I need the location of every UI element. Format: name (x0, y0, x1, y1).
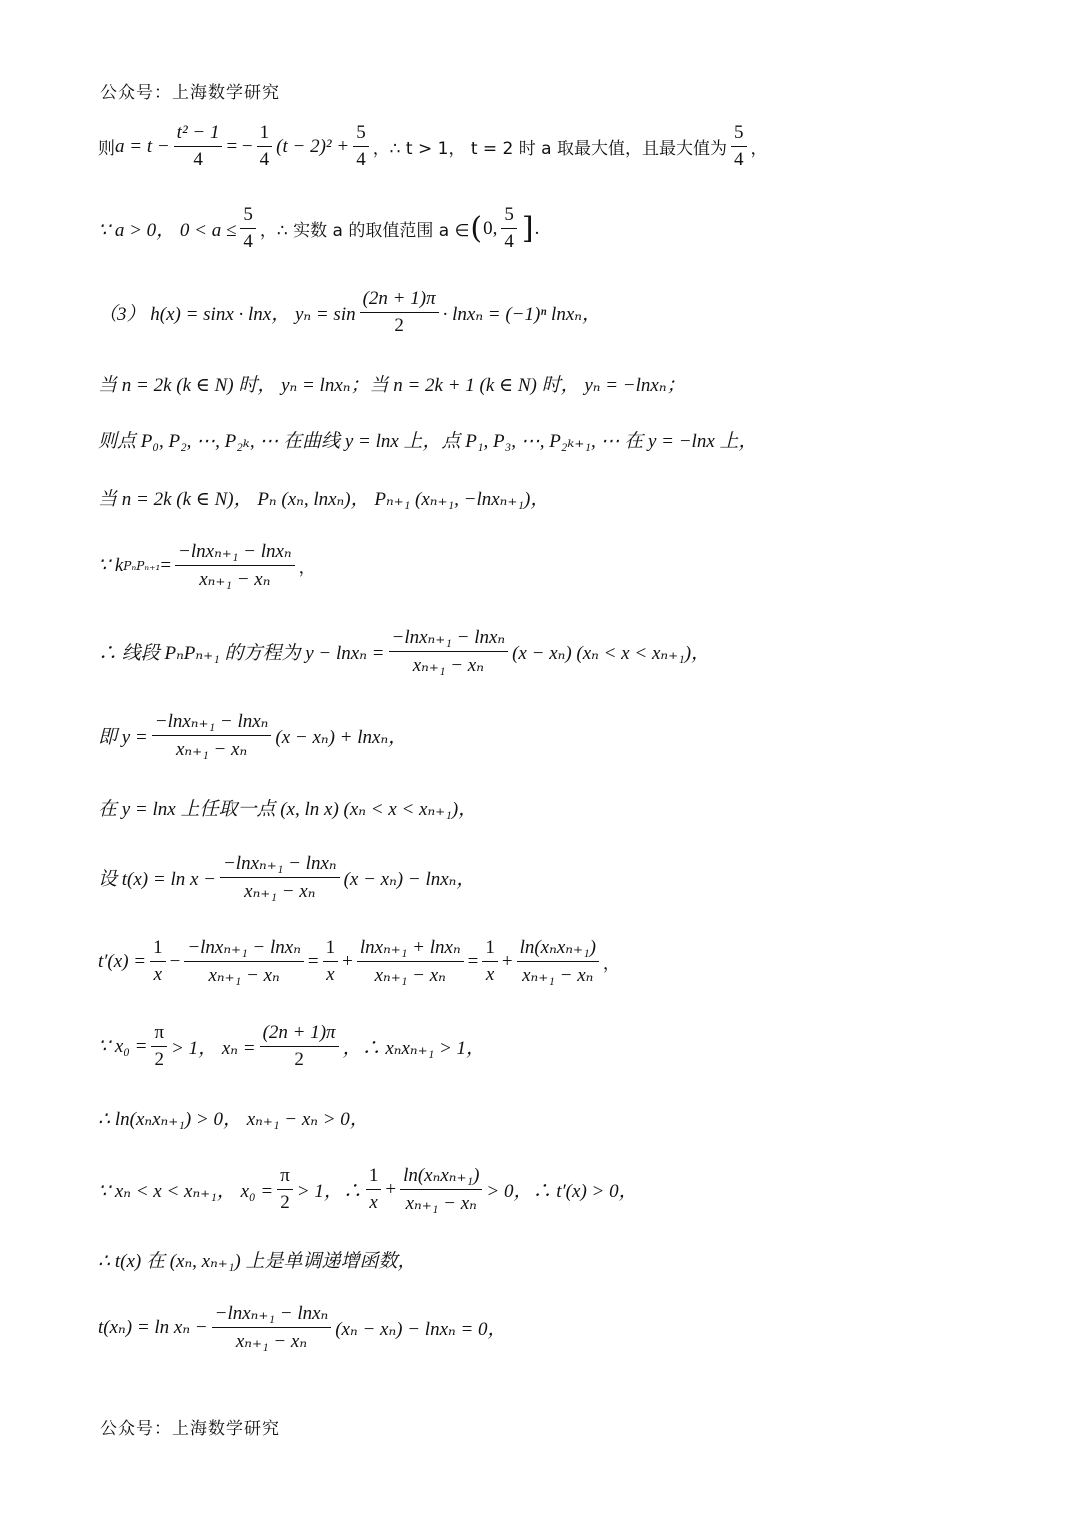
formula: + (501, 950, 513, 972)
formula: 设 t(x) = ln x − (98, 869, 216, 890)
numerator: 5 (240, 204, 256, 229)
numerator: −lnxₙ₊₁ − lnxₙ (389, 626, 509, 652)
formula: 0, (483, 217, 498, 239)
solution-line-6: 当 n = 2k (k ∈ N)， Pₙ (xₙ, lnxₙ)， Pₙ₊₁ (xₙ₊₁, −lnxₙ₊₁)， (98, 489, 550, 510)
text: ，∴ t > 1， t = 2 时 a 取最大值，且最大值为 (372, 139, 728, 159)
denominator: xₙ₊₁ − xₙ (405, 1193, 477, 1214)
fraction (277, 1165, 293, 1214)
formula: （3） h(x) = sinx · lnx， yₙ = sin (98, 304, 356, 325)
denominator: x (326, 964, 335, 985)
solution-line-16: ∴ t(x) 在 (xₙ, xₙ₊₁) 上是单调递增函数， (98, 1251, 417, 1272)
subscript: PₙPₙ₊₁ (123, 558, 161, 573)
formula: = − (226, 135, 253, 157)
solution-line-9 (98, 710, 407, 761)
fraction (357, 936, 464, 987)
fraction (212, 1302, 332, 1353)
numerator: −lnxₙ₊₁ − lnxₙ (184, 936, 304, 962)
fraction (240, 204, 256, 253)
numerator: 1 (323, 937, 339, 962)
fraction (184, 936, 304, 987)
fraction (260, 1022, 339, 1071)
solution-line-2 (98, 204, 539, 253)
numerator: (2n + 1)π (260, 1022, 339, 1047)
fraction (220, 852, 340, 903)
fraction (360, 288, 439, 337)
solution-line-13 (98, 1022, 485, 1071)
text: ，∴ 实数 a 的取值范围 a ∈ (259, 221, 470, 241)
numerator: (2n + 1)π (360, 288, 439, 313)
denominator: xₙ₊₁ − xₙ (235, 1331, 308, 1352)
formula: ∵ xₙ < x < xₙ₊₁， x₀ = (98, 1181, 274, 1202)
fraction (501, 204, 517, 253)
formula: (x − xₙ) (xₙ < x < xₙ₊₁)， (512, 643, 711, 664)
numerator: 5 (353, 122, 369, 147)
fraction (517, 936, 599, 987)
solution-line-5: 则点 P₀, P₂, ⋯, P₂ₖ, ⋯ 在曲线 y = lnx 上，点 P₁, P₃, ⋯, P₂ₖ₊₁, ⋯ 在 y = −lnx 上， (98, 431, 758, 452)
formula: > 1，∴ (296, 1181, 362, 1202)
formula: ，∴ xₙxₙ₊₁ > 1， (342, 1038, 486, 1059)
numerator: 5 (501, 204, 517, 229)
denominator: xₙ₊₁ − xₙ (374, 965, 446, 986)
page-header: 公众号：上海数学研究 (100, 83, 280, 103)
denominator: 2 (394, 315, 404, 336)
fraction (257, 122, 273, 171)
text: ， (750, 139, 768, 159)
formula: + (385, 1178, 397, 1200)
text: ， (602, 954, 620, 974)
numerator: −lnxₙ₊₁ − lnxₙ (220, 852, 340, 878)
formula: t′(x) = (98, 950, 147, 972)
formula: > 1， xₙ = (171, 1038, 256, 1059)
solution-line-17 (98, 1302, 507, 1353)
fraction (323, 937, 339, 986)
solution-line-3 (98, 288, 601, 337)
numerator: lnxₙ₊₁ + lnxₙ (357, 936, 464, 962)
numerator: t² − 1 (174, 122, 223, 147)
denominator: x (153, 964, 163, 985)
close-bracket: ] (521, 210, 534, 246)
formula: = (307, 950, 319, 972)
formula: ∴ 线段 PₙPₙ₊₁ 的方程为 y − lnxₙ = (98, 643, 385, 664)
fraction (731, 122, 747, 171)
denominator: xₙ₊₁ − xₙ (522, 965, 594, 986)
denominator: xₙ₊₁ − xₙ (208, 965, 280, 986)
numerator: 1 (482, 937, 498, 962)
denominator: 2 (154, 1049, 164, 1070)
formula: (x − xₙ) + lnxₙ， (275, 727, 408, 748)
denominator: 4 (193, 149, 203, 170)
formula: a = t − (115, 135, 170, 157)
solution-line-12 (98, 936, 620, 987)
formula: ∵ x₀ = (98, 1036, 148, 1057)
formula: > 0，∴ t′(x) > 0， (486, 1181, 638, 1202)
fraction (151, 1022, 167, 1071)
fraction (150, 937, 166, 986)
fraction (482, 937, 498, 986)
formula: · lnxₙ = (−1)ⁿ lnxₙ， (442, 304, 601, 325)
denominator: 2 (294, 1049, 304, 1070)
denominator: xₙ₊₁ − xₙ (412, 655, 484, 676)
formula: (xₙ − xₙ) − lnxₙ = 0， (335, 1319, 507, 1340)
numerator: 5 (731, 122, 747, 147)
denominator: 4 (504, 231, 514, 252)
solution-line-1 (98, 122, 768, 171)
fraction (152, 710, 272, 761)
solution-line-14: ∴ ln(xₙxₙ₊₁) > 0， xₙ₊₁ − xₙ > 0， (98, 1109, 369, 1130)
denominator: 2 (280, 1192, 290, 1213)
formula: ∵ k (98, 555, 124, 576)
denominator: x (369, 1192, 378, 1213)
open-paren: ( (470, 210, 483, 246)
formula: ∵ a > 0， 0 < a ≤ (98, 220, 237, 241)
formula: t(xₙ) = ln xₙ − (98, 1317, 208, 1338)
solution-line-10: 在 y = lnx 上任取一点 (x, ln x) (xₙ < x < xₙ₊₁)， (98, 799, 478, 820)
solution-line-11 (98, 852, 475, 903)
solution-line-4: 当 n = 2k (k ∈ N) 时， yₙ = lnxₙ；当 n = 2k + 1 (k ∈ N) 时， yₙ = −lnxₙ； (98, 375, 686, 396)
denominator: x (485, 964, 495, 985)
numerator: ln(xₙxₙ₊₁) (517, 936, 599, 962)
text: 则 (98, 139, 115, 159)
denominator: xₙ₊₁ − xₙ (244, 881, 316, 902)
denominator: 4 (734, 149, 744, 170)
solution-line-7 (98, 540, 316, 591)
denominator: 4 (243, 231, 253, 252)
solution-line-8 (98, 626, 710, 677)
denominator: xₙ₊₁ − xₙ (175, 739, 248, 760)
fraction (174, 122, 223, 171)
fraction (389, 626, 509, 677)
numerator: −lnxₙ₊₁ − lnxₙ (175, 540, 295, 566)
formula: = (160, 554, 172, 576)
page-footer: 公众号：上海数学研究 (100, 1419, 280, 1439)
formula: − (169, 950, 181, 972)
fraction (353, 122, 369, 171)
formula: = (467, 950, 479, 972)
formula: 即 y = (98, 727, 148, 748)
numerator: −lnxₙ₊₁ − lnxₙ (212, 1302, 332, 1328)
numerator: 1 (366, 1165, 382, 1190)
denominator: xₙ₊₁ − xₙ (199, 569, 271, 590)
formula: . (534, 217, 540, 239)
solution-line-15 (98, 1164, 638, 1215)
formula: + (342, 950, 353, 972)
fraction (366, 1165, 382, 1214)
numerator: −lnxₙ₊₁ − lnxₙ (152, 710, 272, 736)
denominator: 4 (356, 149, 366, 170)
numerator: ln(xₙxₙ₊₁) (400, 1164, 482, 1190)
numerator: 1 (257, 122, 273, 147)
denominator: 4 (259, 149, 270, 170)
text: ， (298, 558, 316, 578)
numerator: 1 (150, 937, 166, 962)
fraction (175, 540, 295, 591)
numerator: π (151, 1022, 167, 1047)
formula: (x − xₙ) − lnxₙ， (343, 869, 476, 890)
formula: (t − 2)² + (276, 135, 350, 157)
numerator: π (277, 1165, 293, 1190)
fraction (400, 1164, 482, 1215)
